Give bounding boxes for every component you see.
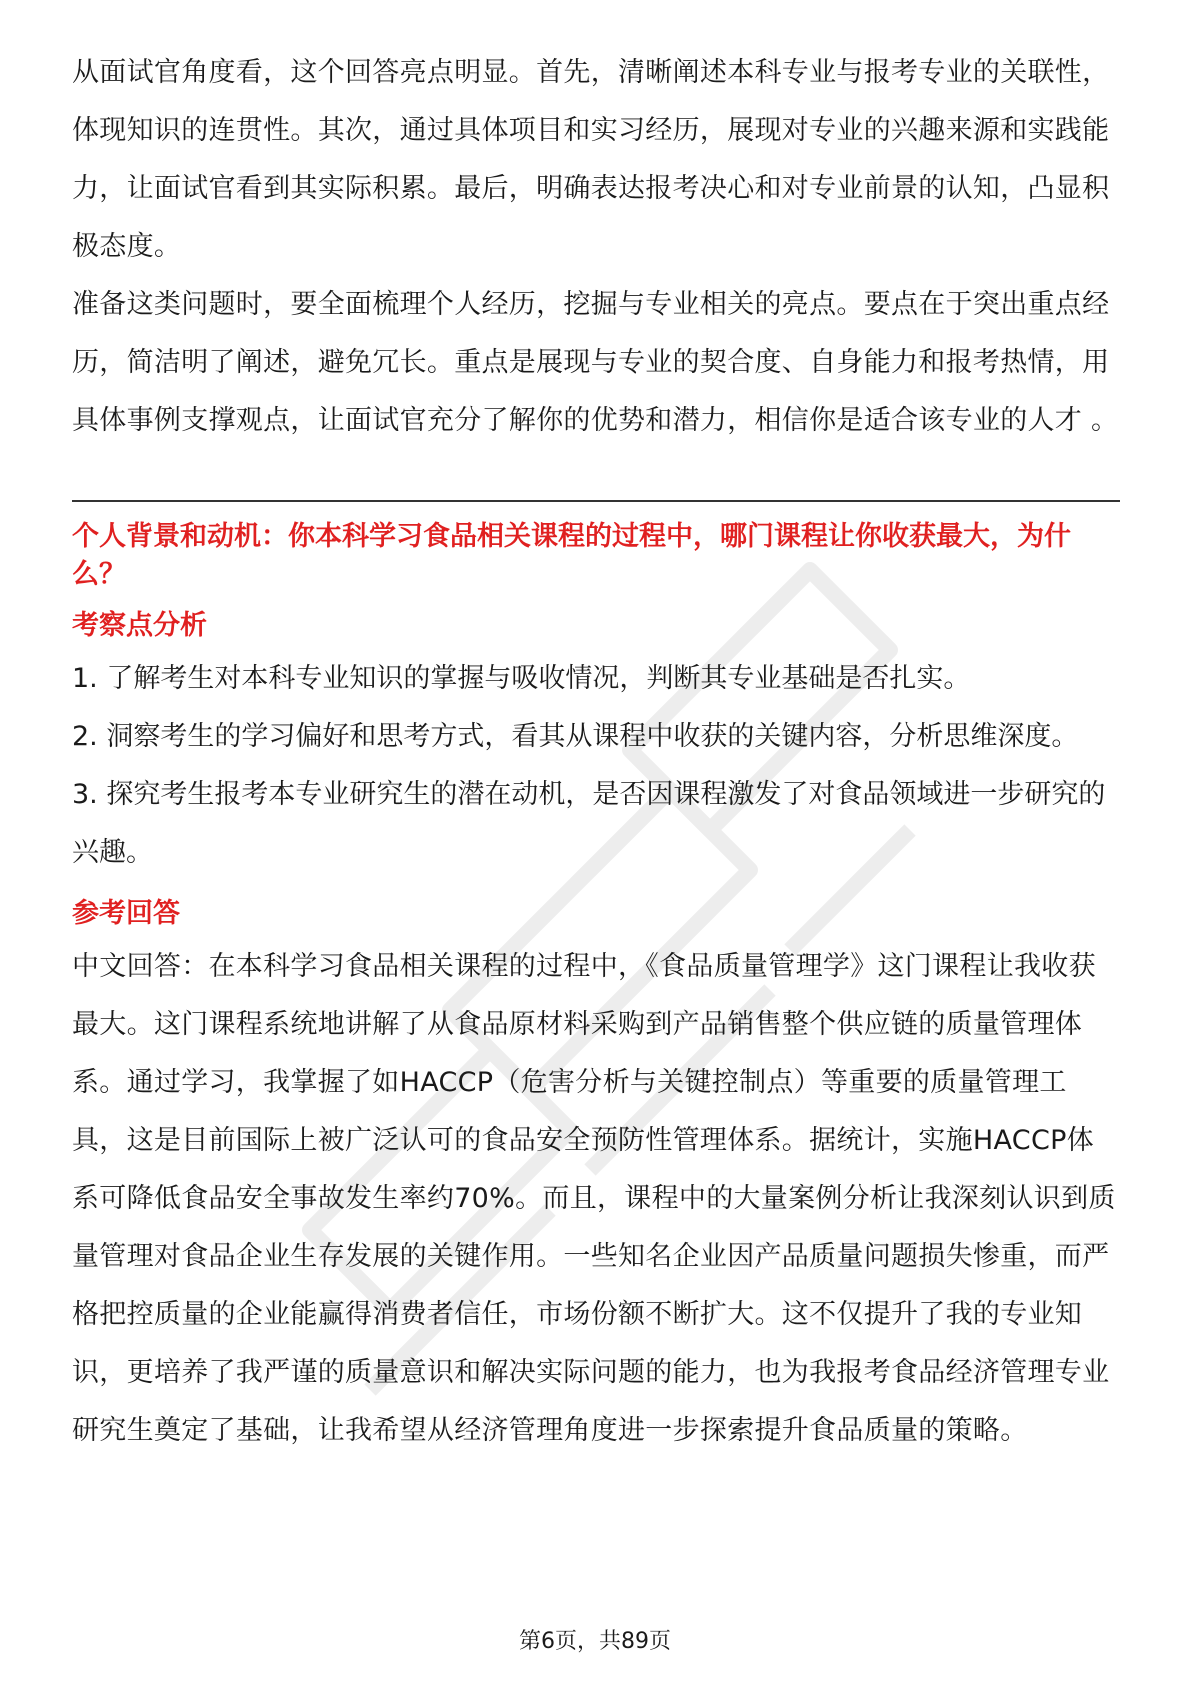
- intro-paragraph-1: 从面试官角度看，这个回答亮点明显。首先，清晰阐述本科专业与报考专业的关联性，体现知识的连贯性。其次，通过具体项目和实习经历，展现对专业的兴趣来源和实践能力，让面试官看到其实际积累。最后，明确表达报考决心和对专业前景的认知，凸显积极态度。: [72, 57, 1110, 262]
- analysis-item-2: 2. 洞察考生的学习偏好和思考方式，看其从课程中收获的关键内容，分析思维深度。: [72, 721, 1079, 752]
- analysis-item-3: 3. 探究考生报考本专业研究生的潜在动机，是否因课程激发了对食品领域进一步研究的兴趣。: [72, 779, 1106, 868]
- answer-text: 中文回答：在本科学习食品相关课程的过程中，《食品质量管理学》这门课程让我收获最大。这门课程系统地讲解了从食品原材料采购到产品销售整个供应链的质量管理体系。通过学习，我掌握了如HACCP（危害分析与关键控制点）等重要的质量管理工具，这是目前国际上被广泛认可的食品安全预防性管理体系。据统计，实施HACCP体系可降低食品安全事故发生率约70%。而且，课程中的大量案例分析让我深刻认识到质量管理对食品企业生存发展的关键作用。一些知名企业因产品质量问题损失惨重，而严格把控质量的企业能赢得消费者信任，市场份额不断扩大。这不仅提升了我的专业知识，更培养了我严谨的质量意识和解决实际问题的能力，也为我报考食品经济管理专业研究生奠定了基础，让我希望从经济管理角度进一步探索提升食品质量的策略。: [72, 951, 1116, 1446]
- question-title: 个人背景和动机：你本科学习食品相关课程的过程中，哪门课程让你收获最大，为什么？: [72, 521, 1071, 590]
- analysis-item-1: 1. 了解考生对本科专业知识的掌握与吸收情况，判断其专业基础是否扎实。: [72, 663, 971, 694]
- section-divider: [72, 500, 1120, 502]
- intro-paragraph-2: 准备这类问题时，要全面梳理个人经历，挖掘与专业相关的亮点。要点在于突出重点经历，简洁明了阐述，避免冗长。重点是展现与专业的契合度、自身能力和报考热情，用具体事例支撑观点，让面试官充分了解你的优势和潜力，相信你是适合该专业的人才 。: [72, 289, 1119, 436]
- document-page: [72, 44, 1120, 1460]
- analysis-heading: 考察点分析: [72, 610, 207, 641]
- page-number: 第6页，共89页: [519, 1629, 671, 1654]
- answer-heading: 参考回答: [72, 898, 180, 929]
